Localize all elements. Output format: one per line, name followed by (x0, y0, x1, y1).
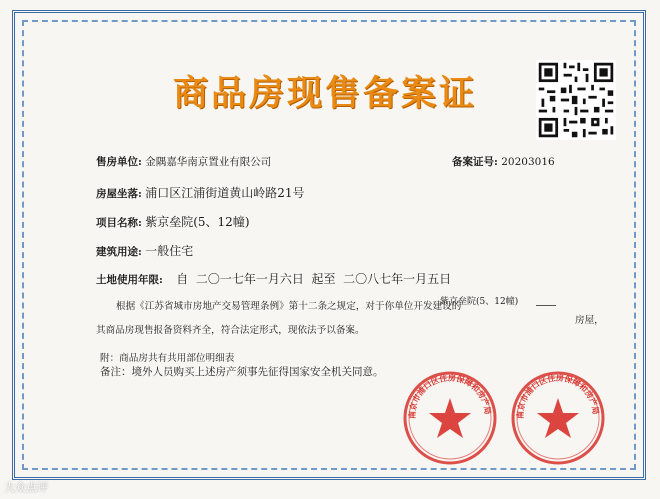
note-line: 备注：境外人员购买上述房产须事先征得国家安全机关同意。 (100, 366, 384, 378)
paragraph-line-1c: 房屋， (575, 315, 604, 326)
appendix-line: 附：商品房共有共用部位明细表 (100, 353, 235, 364)
seller-label: 售房单位: (96, 156, 142, 168)
paragraph-underline (536, 305, 556, 306)
land-term-label: 土地使用年限: (96, 274, 163, 286)
paragraph-line-2: 其商品房现售报备资料齐全，符合法定形式，现依法予以备案。 (96, 325, 365, 336)
project-value: 紫京垒院(5、12幢) (145, 215, 250, 229)
paragraph-line-1a: 根据《江苏省城市房地产交易管理条例》第十二条之规定，对于你单位开发建设的 (116, 301, 462, 312)
seal-right-text: 南京市浦口区住房保障和房产局 (514, 372, 602, 420)
land-term-value: 自 二〇一七年一月六日 起至 二〇八七年一月五日 (176, 272, 452, 286)
seller-value: 金隅嘉华南京置业有限公司 (145, 156, 272, 168)
seal-left-text: 南京市浦口区住房保障和房产局 (406, 372, 494, 420)
building-use-value: 一般住宅 (145, 244, 194, 258)
record-number-row (452, 154, 555, 169)
location-label: 房屋坐落: (96, 188, 142, 200)
seller-row (96, 154, 271, 169)
record-number-value: 20203016 (501, 156, 555, 168)
official-seal-left-icon (400, 368, 500, 468)
qr-code-icon (536, 60, 616, 140)
building-use-row (96, 242, 193, 259)
official-seal-right-icon (508, 368, 608, 468)
record-number-label: 备案证号: (452, 156, 498, 168)
paragraph-project-name: 紫京垒院(5、12幢) (440, 297, 519, 307)
location-row (96, 184, 305, 201)
land-term-row (96, 270, 451, 287)
project-row (96, 213, 250, 230)
building-use-label: 建筑用途: (96, 246, 142, 258)
project-label: 项目名称: (96, 217, 142, 229)
location-value: 浦口区江浦街道黄山岭路21号 (145, 186, 305, 200)
certificate-title: 商品房现售备案证 (172, 74, 477, 114)
watermark-logo: 大众点评 (4, 481, 48, 494)
